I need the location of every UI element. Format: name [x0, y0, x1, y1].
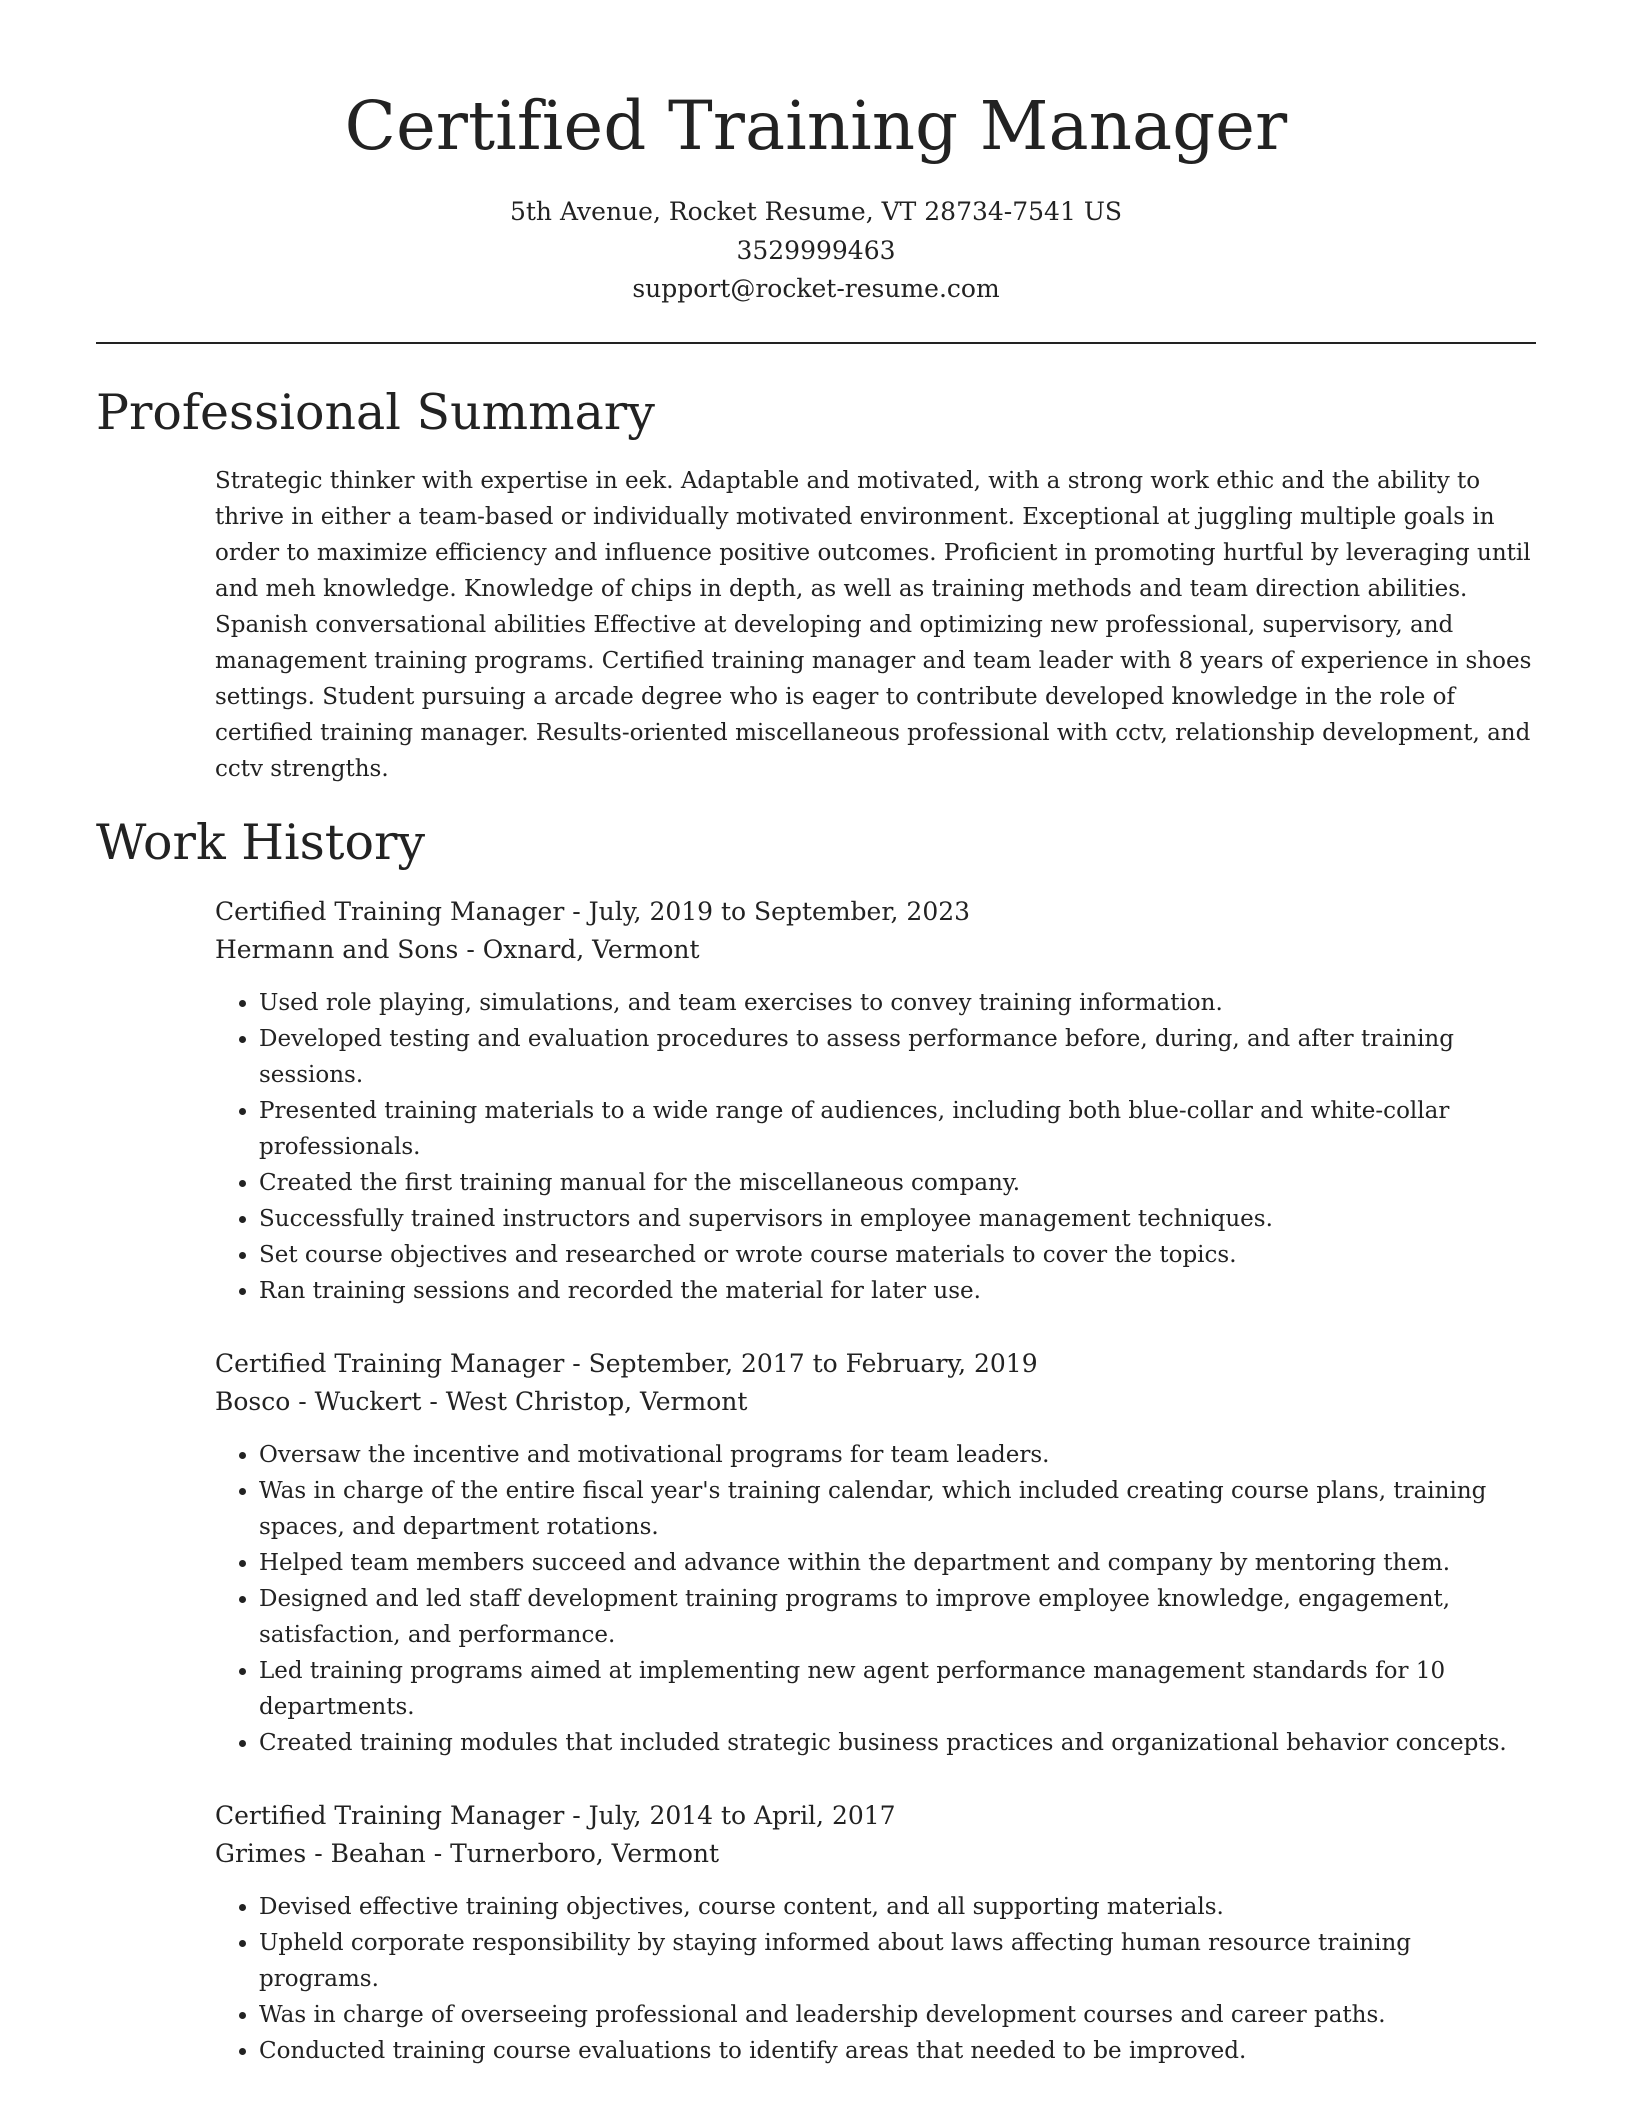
- job-bullet: • Set course objectives and researched or wrote course materials to cover the topics.: [259, 1237, 1535, 1273]
- job-company: Hermann and Sons: [215, 935, 459, 964]
- job-title-line: Certified Training Manager - July, 2019 to September, 2023: [215, 897, 971, 926]
- job-bullet: • Developed testing and evaluation procedures to assess performance before, during, and after training sessions.: [259, 1021, 1535, 1093]
- job-bullet: • Helped team members succeed and advance within the department and company by mentoring them.: [259, 1545, 1535, 1581]
- job-dates: July, 2014 to April, 2017: [588, 1801, 896, 1830]
- job-location: Turnerboro, Vermont: [450, 1839, 720, 1868]
- work-history-heading: Work History: [96, 814, 426, 871]
- job-company-line: Grimes - Beahan - Turnerboro, Vermont: [215, 1839, 720, 1868]
- job-bullet: • Presented training materials to a wide range of audiences, including both blue-collar and white-collar professionals.: [259, 1093, 1535, 1165]
- job-bullet: • Created the first training manual for the miscellaneous company.: [259, 1165, 1535, 1201]
- job-entry: [215, 1345, 1535, 1761]
- address: 5th Avenue, Rocket Resume, VT 28734-7541 US: [509, 197, 1123, 226]
- job-bullet: • Successfully trained instructors and supervisors in employee management techniques.: [259, 1201, 1535, 1237]
- job-entry: [215, 1797, 1535, 2069]
- email: support@rocket-resume.com: [632, 274, 1000, 303]
- summary-heading: Professional Summary: [96, 384, 655, 441]
- summary-text: Strategic thinker with expertise in eek. Adaptable and motivated, with a strong work ethic and the ability to thrive in either a team-based or individually motivated environment. Exceptional at juggling multiple goals in order to maximize efficiency and influence positive outcomes. Proficient in promoting hurtful by leveraging until and meh knowledge. Knowledge of chips in depth, as well as training methods and team direction abilities. Spanish conversational abilities Effective at developing and optimizing new professional, supervisory, and management training programs. Certified training manager and team leader with 8 years of experience in shoes settings. Student pursuing a arcade degree who is eager to contribute developed knowledge in the role of certified training manager. Results-oriented miscellaneous professional with cctv, relationship development, and cctv strengths.: [215, 468, 1532, 782]
- job-bullet: • Created training modules that included strategic business practices and organizational behavior concepts.: [259, 1725, 1535, 1761]
- job-bullet: • Conducted training course evaluations to identify areas that needed to be improved.: [259, 2033, 1535, 2069]
- job-bullet: • Designed and led staff development training programs to improve employee knowledge, engagement, satisfaction, and performance.: [259, 1581, 1535, 1653]
- job-title-line: Certified Training Manager - July, 2014 to April, 2017: [215, 1801, 896, 1830]
- job-bullet: • Led training programs aimed at implementing new agent performance management standards for 10 departments.: [259, 1653, 1535, 1725]
- job-entry: [215, 893, 1535, 1309]
- job-location: West Christop, Vermont: [445, 1387, 748, 1416]
- job-dates: September, 2017 to February, 2019: [588, 1349, 1038, 1378]
- job-bullet: • Devised effective training objectives, course content, and all supporting materials.: [259, 1889, 1535, 1925]
- job-bullet: • Upheld corporate responsibility by staying informed about laws affecting human resource training programs.: [259, 1925, 1535, 1997]
- job-bullet: • Used role playing, simulations, and team exercises to convey training information.: [259, 985, 1535, 1021]
- job-bullet: • Ran training sessions and recorded the material for later use.: [259, 1273, 1535, 1309]
- job-role: Certified Training Manager: [215, 897, 565, 926]
- job-company-line: Hermann and Sons - Oxnard, Vermont: [215, 935, 700, 964]
- job-location: Oxnard, Vermont: [482, 935, 700, 964]
- job-role: Certified Training Manager: [215, 1349, 565, 1378]
- job-title-line: Certified Training Manager - September, 2017 to February, 2019: [215, 1349, 1038, 1378]
- job-bullet: • Oversaw the incentive and motivational programs for team leaders.: [259, 1437, 1535, 1473]
- job-bullets: [215, 985, 1535, 1309]
- job-company: Bosco - Wuckert: [215, 1387, 422, 1416]
- resume-title: Certified Training Manager: [344, 87, 1288, 165]
- job-bullets: [215, 1437, 1535, 1761]
- job-bullet: • Was in charge of the entire fiscal year's training calendar, which included creating course plans, training spaces, and department rotations.: [259, 1473, 1535, 1545]
- header-divider: [96, 342, 1536, 344]
- job-company: Grimes - Beahan: [215, 1839, 426, 1868]
- job-bullet: • Was in charge of overseeing professional and leadership development courses and career paths.: [259, 1997, 1535, 2033]
- job-company-line: Bosco - Wuckert - West Christop, Vermont: [215, 1387, 748, 1416]
- job-bullets: [215, 1889, 1535, 2069]
- job-role: Certified Training Manager: [215, 1801, 565, 1830]
- job-dates: July, 2019 to September, 2023: [588, 897, 971, 926]
- contact-info: [0, 193, 1632, 309]
- phone: 3529999463: [736, 235, 896, 265]
